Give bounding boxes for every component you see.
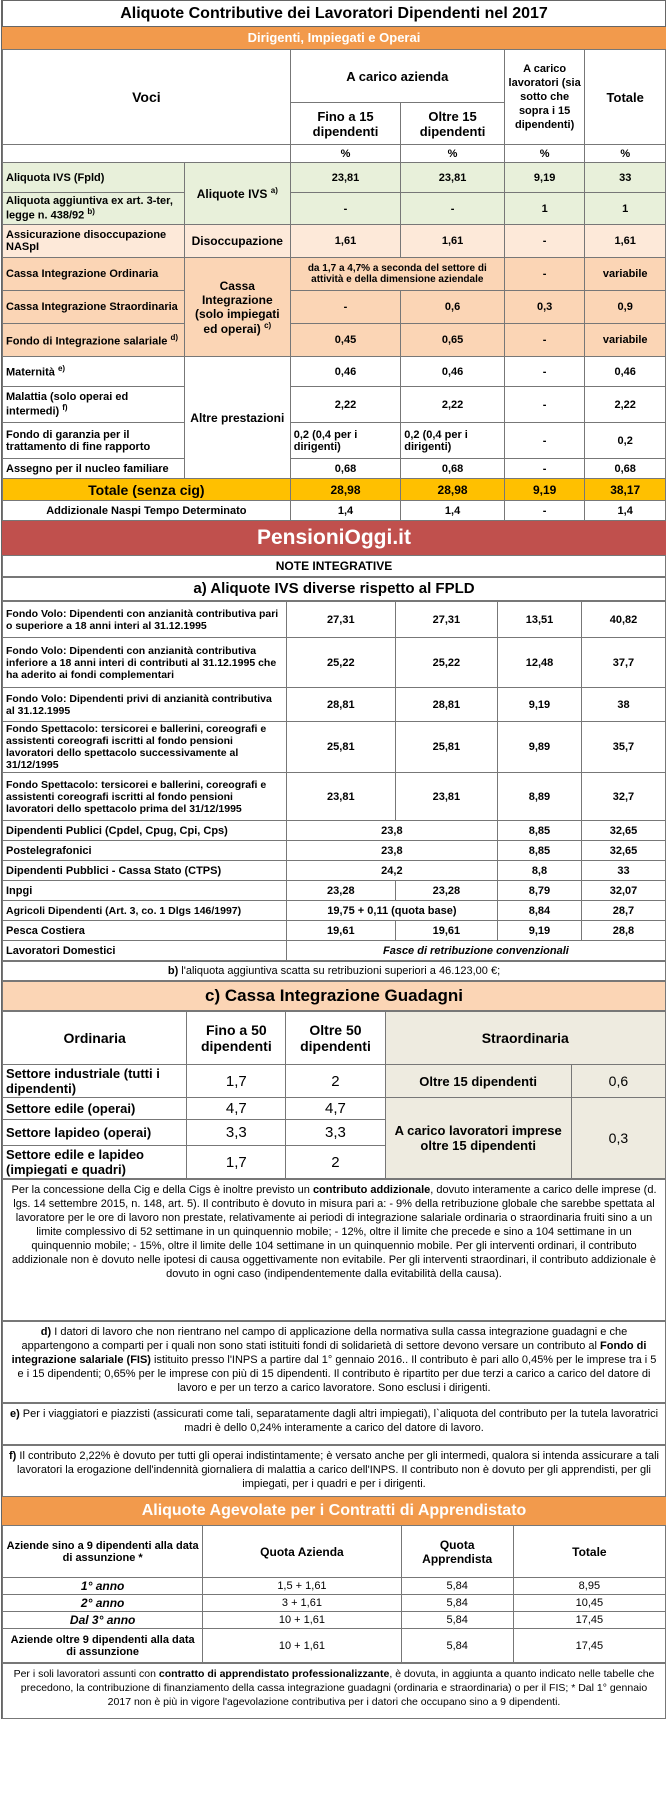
cell-value: 5,84 (401, 1629, 513, 1663)
row-voce: Fondo Volo: Dipendenti privi di anzianità contributiva al 31.12.1995 (3, 688, 287, 722)
cell-value: 2,22 (290, 387, 401, 423)
cell-value: 23,81 (286, 773, 395, 821)
cell-value: 23,81 (395, 773, 497, 821)
cell-value: 1,61 (401, 225, 505, 258)
cell-value: 13,51 (497, 602, 581, 638)
page-subtitle: Dirigenti, Impiegati e Operai (2, 27, 666, 49)
cell-value: 38,17 (585, 479, 666, 501)
cell-value: 9,19 (504, 479, 585, 501)
app-header: Totale (513, 1526, 665, 1578)
cell-value: 1 (504, 193, 585, 225)
cell-value: - (290, 291, 401, 324)
brand-logo: PensioniOggi.it (2, 521, 666, 555)
cell-value: 0,65 (401, 324, 505, 357)
cell-value: 17,45 (513, 1612, 665, 1629)
cig-straord-label: Oltre 15 dipendenti (385, 1065, 571, 1098)
row-voce: Lavoratori Domestici (3, 941, 287, 961)
header-pct-blank (3, 145, 291, 163)
row-voce: Fondo Volo: Dipendenti con anzianità contributiva pari o superiore a 18 anni interi al 31.12.1995 (3, 602, 287, 638)
group-ivs: Aliquote IVS $^{a)}$ (184, 163, 290, 225)
cell-value: 9,89 (497, 722, 581, 773)
cell-value: 1,61 (585, 225, 666, 258)
cell-value: 5,84 (401, 1578, 513, 1595)
row-voce: Postelegrafonici (3, 841, 287, 861)
naspi-label: Addizionale Naspi Tempo Determinato (3, 501, 291, 521)
cig-oltre50-header: Oltre 50 dipendenti (286, 1012, 385, 1065)
cell-value: - (504, 225, 585, 258)
cell-value: 2 (286, 1065, 385, 1098)
cig-straordinaria-header: Straordinaria (385, 1012, 665, 1065)
app-row-label: Dal 3° anno (3, 1612, 203, 1629)
row-voce: Fondo di garanzia per il trattamento di fine rapporto (3, 423, 185, 459)
header-totale: Totale (585, 50, 666, 145)
cell-value: 0,9 (585, 291, 666, 324)
section-a-heading: a) Aliquote IVS diverse rispetto al FPLD (2, 577, 666, 601)
cell-value: 2,22 (585, 387, 666, 423)
app-row-label: Aziende oltre 9 dipendenti alla data di assunzione (3, 1629, 203, 1663)
cell-value: 4,7 (286, 1098, 385, 1120)
cell-value: 0,46 (585, 357, 666, 387)
cell-value: 1,7 (187, 1146, 286, 1179)
cig-straord-label: A carico lavoratori imprese oltre 15 dipendenti (385, 1098, 571, 1179)
cell-value: 0,68 (290, 459, 401, 479)
note-c: Per la concessione della Cig e della Cigs è inoltre previsto un contributo addizionale, dovuto interamente a carico delle imprese (d. lgs. 14 settembre 2015, n. 148, art. 5). Il contributo è dovuto in misura pari a: - 9% della retribuzione globale che sarebbe spettata al lavoratore per le ore di lavoro non prestate, relativamente ai periodi di integrazione salariale ordinaria o straordinaria fruiti sino a un limite complessivo di 52 settimane in un quinquennio mobile; - 12%, oltre il limite che precede e sino a 104 settimane in un quinquennio mobile; - 15%, oltre il limite delle 104 settimane in un quinquennio mobile. Per gli interventi ordinari, il contributo addizionale non è dovuto nelle ipotesi di causa oggettivamente non evitabile. Per gli interventi straordinari, il contributo addizionale è dovuto in ogni caso (indipendentemente dalla evitabilità della causa). (2, 1179, 666, 1321)
cell-value: - (504, 357, 585, 387)
cell-value: da 1,7 a 4,7% a seconda del settore di attività e della dimensione aziendale (290, 258, 504, 291)
cell-value: 0,45 (290, 324, 401, 357)
cell-value: 5,84 (401, 1612, 513, 1629)
cell-value: 2 (286, 1146, 385, 1179)
cell-value: 8,79 (497, 881, 581, 901)
cig-fino50-header: Fino a 50 dipendenti (187, 1012, 286, 1065)
cell-value: 25,81 (395, 722, 497, 773)
note-f: f) Il contributo 2,22% è dovuto per tutti gli operai indistintamente; è versato anche per gli intermedi, qualora si intenda assicurare a tali lavoratori la erogazione dell'indennità giornaliera di malattia a carico dell'INPS. Il contributo non è dovuto per gli apprendisti, per gli impiegati, per i quadri e per i dirigenti. (2, 1445, 666, 1497)
app-header: Aziende sino a 9 dipendenti alla data di assunzione * (3, 1526, 203, 1578)
header-oltre-15: Oltre 15 dipendenti (401, 103, 505, 145)
cell-value: 23,81 (401, 163, 505, 193)
cell-value: 33 (585, 163, 666, 193)
app-header: Quota Apprendista (401, 1526, 513, 1578)
cell-value: 40,82 (581, 602, 665, 638)
cell-value: 9,19 (497, 921, 581, 941)
header-pct-c: % (504, 145, 585, 163)
row-voce: Cassa Integrazione Ordinaria (3, 258, 185, 291)
cell-value: - (290, 193, 401, 225)
cell-value: variabile (585, 324, 666, 357)
cell-value: 0,2 (0,4 per i dirigenti) (401, 423, 505, 459)
row-voce: Fondo Volo: Dipendenti con anzianità contributiva inferiore a 18 anni interi di contributi al 31.12.1995 che ha aderito ai fondi complementari (3, 638, 287, 688)
row-voce: Fondo Spettacolo: tersicorei e ballerini, coreografi e assistenti coreografi iscritti al fondo pensioni lavoratori dello spettacolo prima del 31/12/1995 (3, 773, 287, 821)
cell-value: 0,68 (585, 459, 666, 479)
cell-value: 3,3 (286, 1120, 385, 1146)
cell-value: 8,84 (497, 901, 581, 921)
cell-value: - (504, 423, 585, 459)
cell-value: 1,7 (187, 1065, 286, 1098)
cell-value: - (504, 459, 585, 479)
cell-value: 8,89 (497, 773, 581, 821)
cell-value: 28,98 (401, 479, 505, 501)
cell-value: 23,8 (286, 841, 497, 861)
apprendistato-table (2, 1525, 666, 1663)
cell-value: 32,7 (581, 773, 665, 821)
cig-ordinaria-header: Ordinaria (3, 1012, 187, 1065)
cell-value: 2,22 (401, 387, 505, 423)
cig-row-label: Settore edile e lapideo (impiegati e quadri) (3, 1146, 187, 1179)
cell-value: 32,65 (581, 841, 665, 861)
row-voce: Cassa Integrazione Straordinaria (3, 291, 185, 324)
app-row-label: 2° anno (3, 1595, 203, 1612)
cell-value: 8,95 (513, 1578, 665, 1595)
header-carico-azienda: A carico azienda (290, 50, 504, 103)
cell-value: 3,3 (187, 1120, 286, 1146)
cell-value: 0,68 (401, 459, 505, 479)
group-cassa-integrazione: Cassa Integrazione (solo impiegati ed operai) $^{c)}$ (184, 258, 290, 357)
cell-value: 10,45 (513, 1595, 665, 1612)
section-c-heading: c) Cassa Integrazione Guadagni (2, 981, 666, 1011)
cell-value: 19,61 (395, 921, 497, 941)
cig-row-label: Settore industriale (tutti i dipendenti) (3, 1065, 187, 1098)
cell-value: 25,22 (286, 638, 395, 688)
cell-value: 27,31 (395, 602, 497, 638)
apprendistato-heading: Aliquote Agevolate per i Contratti di Apprendistato (2, 1497, 666, 1525)
header-pct-b: % (401, 145, 505, 163)
cell-value: 25,81 (286, 722, 395, 773)
cell-value: 0,6 (571, 1065, 665, 1098)
cell-value: 27,31 (286, 602, 395, 638)
cell-value: 19,75 + 0,11 (quota base) (286, 901, 497, 921)
totale-label: Totale (senza cig) (3, 479, 291, 501)
group-altre-prestazioni: Altre prestazioni (184, 357, 290, 479)
cell-value: 1 (585, 193, 666, 225)
cell-value: 1,5 + 1,61 (203, 1578, 401, 1595)
cell-value: 0,6 (401, 291, 505, 324)
cell-value: 0,2 (0,4 per i dirigenti) (290, 423, 401, 459)
cell-value: 9,19 (504, 163, 585, 193)
cell-value: 17,45 (513, 1629, 665, 1663)
row-voce: Aliquota aggiuntiva ex art. 3-ter, legge n. 438/92 $^{b)}$ (3, 193, 185, 225)
ivs-table (2, 601, 666, 961)
cell-value: - (504, 387, 585, 423)
row-voce: Dipendenti Pubblici - Cassa Stato (CTPS) (3, 861, 287, 881)
row-voce: Malattia (solo operai ed intermedi) $^{f)}$ (3, 387, 185, 423)
cell-value: 4,7 (187, 1098, 286, 1120)
row-voce: Maternità $^{e)}$ (3, 357, 185, 387)
cig-row-label: Settore lapideo (operai) (3, 1120, 187, 1146)
cell-value: 12,48 (497, 638, 581, 688)
row-voce: Agricoli Dipendenti (Art. 3, co. 1 Dlgs 146/1997) (3, 901, 287, 921)
cell-value: - (504, 324, 585, 357)
header-voci: Voci (3, 50, 291, 145)
row-voce: Inpgi (3, 881, 287, 901)
cell-value: 19,61 (286, 921, 395, 941)
cell-value: 9,19 (497, 688, 581, 722)
cell-value: 37,7 (581, 638, 665, 688)
cig-row-label: Settore edile (operai) (3, 1098, 187, 1120)
cell-value: 1,61 (290, 225, 401, 258)
cell-value: - (504, 501, 585, 521)
cell-value: 28,81 (286, 688, 395, 722)
cell-value: 23,8 (286, 821, 497, 841)
cell-value: 35,7 (581, 722, 665, 773)
note-d: d) I datori di lavoro che non rientrano nel campo di applicazione della normativa sulla cassa integrazione guadagni e che appartengono a comparti per i quali non sono stati istituiti fondi di solidarietà di settore devono versare un contributo al Fondo di integrazione salariale (FIS) istituito presso l'INPS a partire dal 1° gennaio 2016.. Il contributo è pari allo 0,45% per le imprese tra i 5 e i 15 dipendenti; 0,65% per le imprese con più di 15 dipendenti. Il contributo è ripartito per due terzi a carico a carico del datore di lavoro e per un terzo a carico lavoratore. Sono esclusi i dirigenti. (2, 1321, 666, 1403)
row-voce: Pesca Costiera (3, 921, 287, 941)
group-disoccupazione: Disoccupazione (184, 225, 290, 258)
header-pct-t: % (585, 145, 666, 163)
cell-value: 1,4 (290, 501, 401, 521)
cell-value: 33 (581, 861, 665, 881)
cell-value: 1,4 (585, 501, 666, 521)
row-voce: Fondo di Integrazione salariale $^{d)}$ (3, 324, 185, 357)
cell-value: 28,98 (290, 479, 401, 501)
cell-value: variabile (585, 258, 666, 291)
row-voce: Dipendenti Publici (Cpdel, Cpug, Cpi, Cps) (3, 821, 287, 841)
header-carico-lavoratori: A carico lavoratori (sia sotto che sopra i 15 dipendenti) (504, 50, 585, 145)
cell-value: 0,46 (401, 357, 505, 387)
note-e: e) Per i viaggiatori e piazzisti (assicurati come tali, separatamente dagli altri impiegati), l`aliquota del contributo per la tutela lavoratrici madri è dello 0,24% interamente a carico del datore di lavoro. (2, 1403, 666, 1445)
note-integrative-heading: NOTE INTEGRATIVE (2, 555, 666, 577)
cell-value: 0,46 (290, 357, 401, 387)
cell-value: 28,8 (581, 921, 665, 941)
row-voce: Fondo Spettacolo: tersicorei e ballerini, coreografi e assistenti coreografi iscritti al fondo pensioni lavoratori dello spettacolo successivamente al 31/12/1995 (3, 722, 287, 773)
cell-value: 28,81 (395, 688, 497, 722)
cell-value: 23,81 (290, 163, 401, 193)
page-title: Aliquote Contributive dei Lavoratori Dipendenti nel 2017 (2, 0, 666, 27)
app-row-label: 1° anno (3, 1578, 203, 1595)
app-header: Quota Azienda (203, 1526, 401, 1578)
cell-value: 8,85 (497, 821, 581, 841)
cell-value: - (401, 193, 505, 225)
cig-table (2, 1011, 666, 1179)
cell-value: 5,84 (401, 1595, 513, 1612)
cell-value: 8,8 (497, 861, 581, 881)
header-fino-15: Fino a 15 dipendenti (290, 103, 401, 145)
cell-value: 10 + 1,61 (203, 1629, 401, 1663)
page (1, 0, 666, 1719)
cell-value: 0,2 (585, 423, 666, 459)
cell-value: 0,3 (571, 1098, 665, 1179)
cell-value: 8,85 (497, 841, 581, 861)
cell-value: 25,22 (395, 638, 497, 688)
cell-value: 32,65 (581, 821, 665, 841)
cell-value: 28,7 (581, 901, 665, 921)
row-voce: Aliquota IVS (Fpld) (3, 163, 185, 193)
cell-value: 0,3 (504, 291, 585, 324)
cell-value: 1,4 (401, 501, 505, 521)
cell-value: 10 + 1,61 (203, 1612, 401, 1629)
cell-value: 3 + 1,61 (203, 1595, 401, 1612)
header-pct-a: % (290, 145, 401, 163)
note-b: b) l'aliquota aggiuntiva scatta su retribuzioni superiori a 46.123,00 €; (2, 961, 666, 981)
cell-value: - (504, 258, 585, 291)
cell-value: 23,28 (286, 881, 395, 901)
row-voce: Assicurazione disoccupazione NASpI (3, 225, 185, 258)
cell-value: 24,2 (286, 861, 497, 881)
row-voce: Assegno per il nucleo familiare (3, 459, 185, 479)
cell-value: Fasce di retribuzione convenzionali (286, 941, 665, 961)
cell-value: 23,28 (395, 881, 497, 901)
cell-value: 38 (581, 688, 665, 722)
note-final: Per i soli lavoratori assunti con contratto di apprendistato professionalizzante, è dovuta, in aggiunta a quanto indicato nelle tabelle che precedono, la contribuzione di finanziamento della cassa integrazione guadagni (ordinaria e straordinaria) o per il FIS; * Dal 1° gennaio 2017 non è più in vigore l'agevolazione contributiva per i datori che occupano sino a 9 dipendenti. (2, 1663, 666, 1719)
cell-value: 32,07 (581, 881, 665, 901)
main-table (2, 49, 666, 521)
